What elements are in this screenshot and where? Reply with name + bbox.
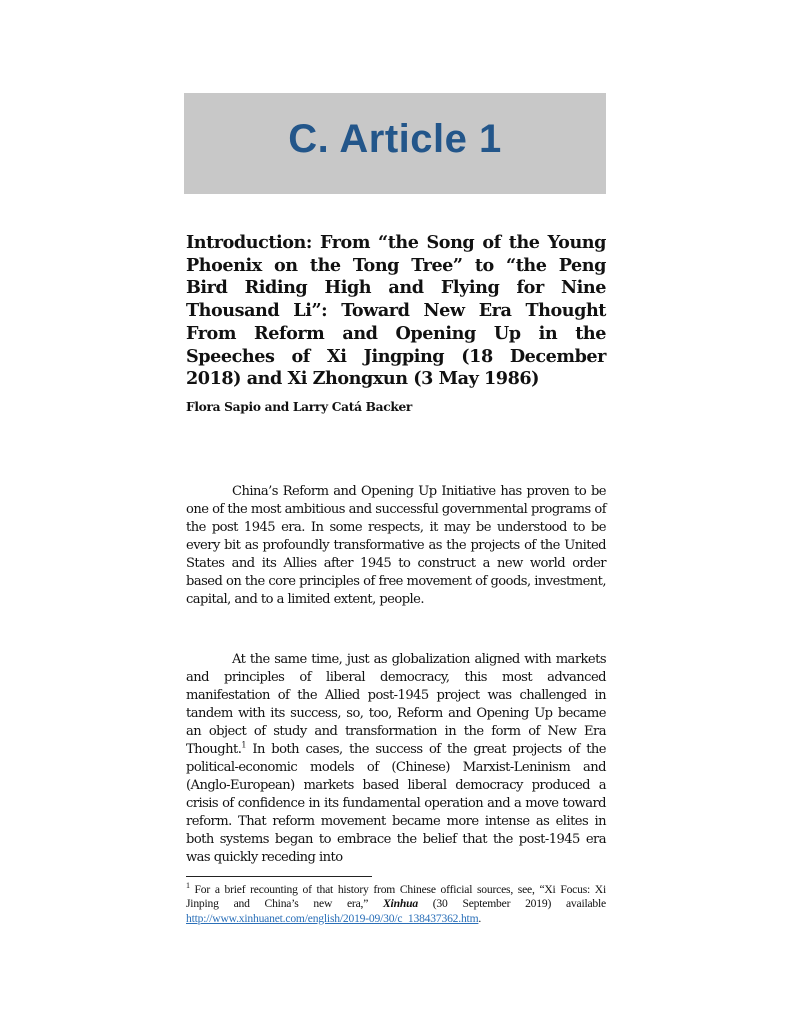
paragraph-2-text-b: In both cases, the success of the great projects of the political-economic models of (Chinese) Marxist-Leninism and (Anglo-European) markets based liberal democracy produced a crisis of confidence in its fundamental operation and a move toward reform. That reform movement became more intense as elites in both systems began to embrace the belief that the post-1945 era was quickly receding into xyxy=(186,742,606,865)
body-paragraph-1: China’s Reform and Opening Up Initiative has proven to be one of the most ambitious and successful governmental programs of the post 1945 era. In some respects, it may be understood to be every bit as profoundly transformative as the projects of the United States and its Allies after 1945 to construct a new world order based on the core principles of free movement of goods, investment, capital, and to a limited extent, people. xyxy=(186,484,606,607)
section-heading-box xyxy=(184,93,606,194)
footnote-1 xyxy=(186,883,606,926)
section-heading: C. Article 1 xyxy=(288,117,502,161)
footnote-link[interactable]: http://www.xinhuanet.com/english/2019-09/30/c_138437362.htm xyxy=(186,911,479,925)
footnote-end: . xyxy=(478,911,482,925)
article-title: Introduction: From “the Song of the Young Phoenix on the Tong Tree” to “the Peng Bird Riding High and Flying for Nine Thousand Li”: Toward New Era Thought From Reform and Opening Up in the Speeches of Xi Jingping (18 December 2018) and Xi Zhongxun (3 May 1986) xyxy=(186,232,606,390)
footnote-number: 1 xyxy=(186,881,190,891)
footnote-text-b: (30 September 2019) available xyxy=(417,897,606,911)
footnote-reference[interactable]: 1 xyxy=(241,740,246,750)
article-authors: Flora Sapio and Larry Catá Backer xyxy=(186,400,413,414)
body-paragraph-2 xyxy=(186,651,606,867)
footnote-text-a: For a brief recounting of that history from Chinese official sources, see, “Xi Focus: Xi Jinping and China’s new era,” xyxy=(186,883,606,911)
footnote-separator xyxy=(186,876,372,877)
paragraph-2-text-a: At the same time, just as globalization aligned with markets and principles of liberal democracy, this most advanced manifestation of the Allied post-1945 project was challenged in tandem with its success, so, too, Reform and Opening Up became an object of study and transformation in the form of New Era Thought. xyxy=(186,652,606,757)
footnote-source: Xinhua xyxy=(383,897,418,911)
